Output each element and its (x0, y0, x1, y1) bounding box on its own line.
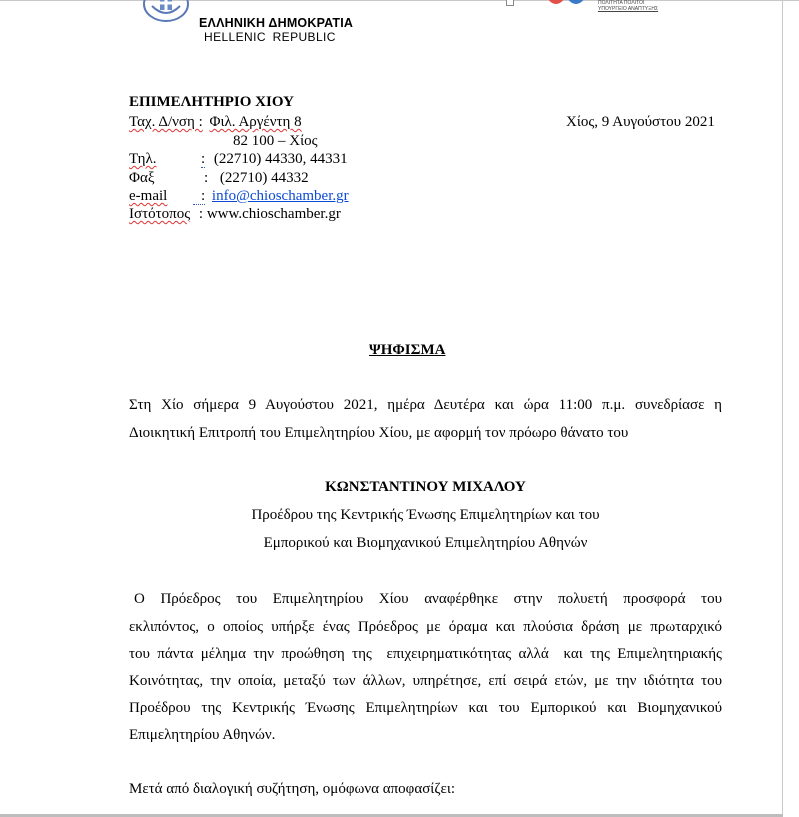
republic-title-greek: ΕΛΛΗΝΙΚΗ ΔΗΜΟΚΡΑΤΙΑ (199, 16, 354, 30)
fax-value-line (204, 169, 309, 187)
document-date: Χίος, 9 Αυγούστου 2021 (566, 114, 715, 130)
ministry-tagline (598, 0, 658, 12)
intro-line-1: Στη Χίο σήμερα 9 Αυγούστου 2021, ημέρα Δευτέρα και ώρα 11:00 π.μ. συνεδρίασε η (129, 397, 722, 413)
ruler-marker[interactable] (506, 0, 514, 6)
address-line (129, 113, 302, 131)
address-label: Ταχ. Δ/νση : (129, 114, 203, 130)
fax-label: Φαξ (129, 170, 155, 186)
document-title: ΨΗΦΙΣΜΑ (369, 342, 446, 358)
body-line-3: του πάντα μέλημα την προώθηση της επιχειρηματικότητας αλλά και της Επιμελητηριακής (129, 646, 722, 662)
body-line-2: εκλιπόντος, ο οποίος υπήρξε ένας Πρόεδρος με όραμα και πλούσια δράση με πρωταρχικό (129, 619, 722, 635)
body-line-4: Κοινότητας, την οποία, μεταξύ των άλλων, υπηρέτησε, επί σειρά ετών, με την ιδιότητα του (129, 673, 722, 689)
phone-label: Τηλ. (129, 151, 157, 167)
ministry-logo-icon (546, 0, 594, 8)
address-postcode: 82 100 – Χίος (233, 133, 318, 149)
body-line-6: Επιμελητηρίου Αθηνών. (129, 727, 276, 743)
ministry-tag-line1: ΠΟΛΙΤΗΤΑ ΠΟΛΙΤΟΙ (598, 0, 645, 6)
person-role-line-2: Εμπορικού και Βιομηχανικού Επιμελητηρίου Αθηνών (263, 535, 588, 551)
phone-value-line (201, 150, 348, 168)
email-value-line (193, 187, 349, 205)
email-label: e-mail (129, 188, 168, 204)
person-name: ΚΩΝΣΤΑΝΤΙΝΟΥ ΜΙΧΑΛΟΥ (325, 479, 526, 495)
email-label-wrap (129, 187, 167, 205)
decision-line: Μετά από διαλογική συζήτηση, ομόφωνα αποφασίζει: (129, 781, 456, 797)
body-line-1: Ο Πρόεδρος του Επιμελητηρίου Χίου αναφέρθηκε στην πολυετή προσφορά του (134, 591, 722, 607)
phone-value: (22710) 44330, 44331 (213, 151, 348, 167)
website-value: : www.chioschamber.gr (198, 206, 341, 222)
fax-colon: : (204, 170, 209, 186)
email-link[interactable]: info@chioschamber.gr (211, 188, 349, 204)
organization-name: ΕΠΙΜΕΛΗΤΗΡΙΟ ΧΙΟΥ (129, 94, 294, 110)
window-top-border (0, 0, 799, 1)
fax-value: (22710) 44332 (219, 170, 309, 186)
phone-colon: : (201, 151, 206, 167)
body-line-5: Προέδρου της Κεντρικής Ένωσης Επιμελητηρίων και του Εμπορικού και Βιομηχανικού (129, 700, 722, 716)
greek-emblem-icon (142, 0, 190, 22)
person-role-line-1: Προέδρου της Κεντρικής Ένωσης Επιμελητηρίων και του (251, 507, 600, 523)
intro-line-2: Διοικητική Επιτροπή του Επιμελητηρίου Χίου, με αφορμή τον πρόωρο θάνατο του (129, 425, 629, 441)
ministry-tag-line2: ΥΠΟΥΡΓΕΙΟ ΑΝΑΠΤΥΞΗΣ (598, 6, 659, 12)
website-label: Ιστότοπος (129, 206, 191, 222)
phone-line (129, 150, 156, 168)
republic-title-english: HELLENIC REPUBLIC (204, 30, 336, 44)
email-colon: : (193, 188, 205, 205)
page-right-border (782, 0, 783, 817)
address-value: Φιλ. Αργέντη 8 (209, 114, 302, 130)
website-line (129, 205, 341, 223)
